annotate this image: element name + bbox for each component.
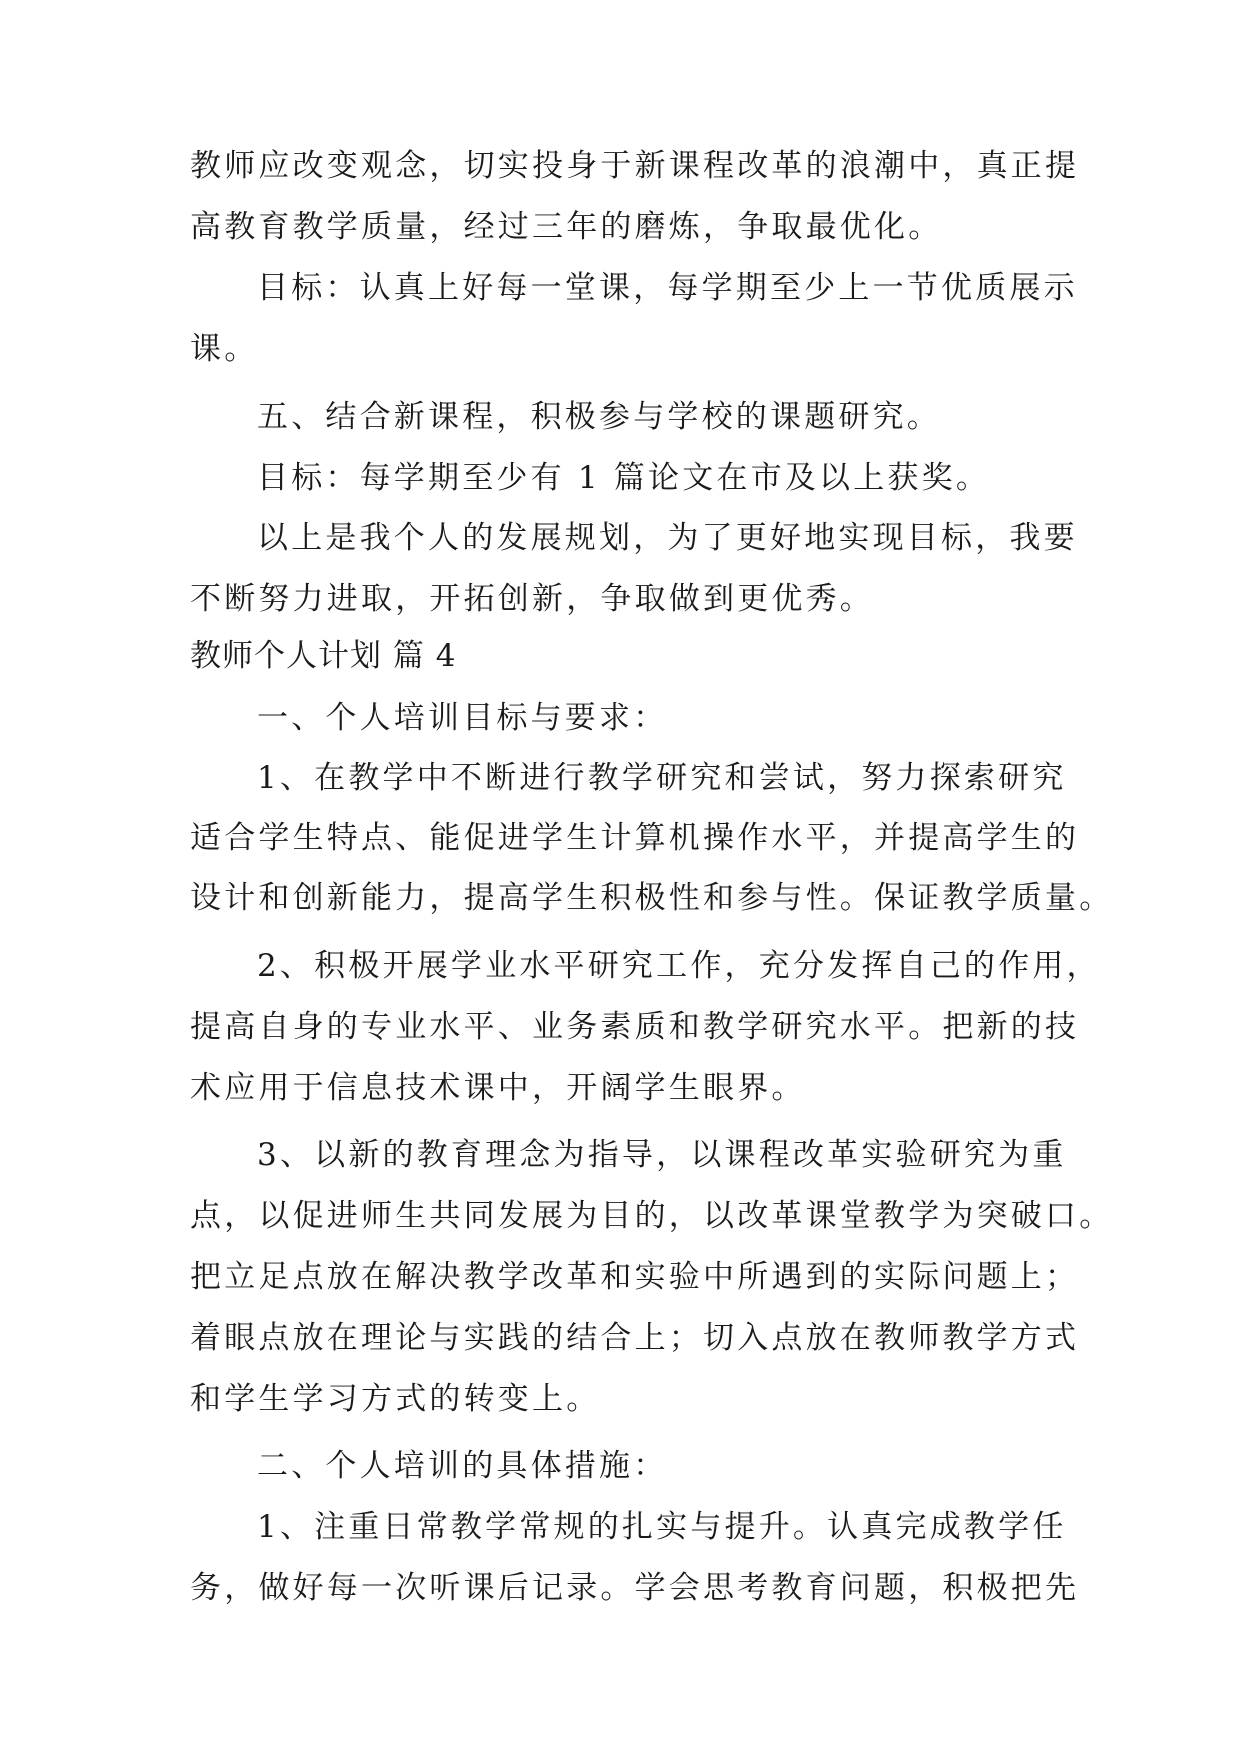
body-text-line: 把立足点放在解决教学改革和实验中所遇到的实际问题上；: [190, 1259, 1080, 1295]
body-text-line: 和学生学习方式的转变上。: [190, 1381, 601, 1417]
body-text-line: 着眼点放在理论与实践的结合上；切入点放在教师教学方式: [190, 1320, 1080, 1356]
body-text-line: 设计和创新能力，提高学生积极性和参与性。保证教学质量。: [190, 880, 1114, 916]
paragraph-first-line: 目标：认真上好每一堂课，每学期至少上一节优质展示: [257, 270, 1078, 306]
body-text-line: 适合学生特点、能促进学生计算机操作水平，并提高学生的: [190, 820, 1080, 856]
body-text-line: 点，以促进师生共同发展为目的，以改革课堂教学为突破口。: [190, 1198, 1114, 1234]
paragraph-first-line: 3、以新的教育理念为指导，以课程改革实验研究为重: [257, 1137, 1067, 1173]
body-text-line: 务，做好每一次听课后记录。学会思考教育问题，积极把先: [190, 1570, 1080, 1606]
paragraph-first-line: 1、注重日常教学常规的扎实与提升。认真完成教学任: [257, 1509, 1067, 1545]
section-heading-two: 二、个人培训的具体措施：: [257, 1448, 668, 1484]
paragraph-first-line: 以上是我个人的发展规划，为了更好地实现目标，我要: [257, 520, 1078, 556]
body-text-line: 课。: [190, 331, 259, 367]
section-heading-one: 一、个人培训目标与要求：: [257, 700, 668, 736]
section-heading-five: 五、结合新课程，积极参与学校的课题研究。: [257, 399, 941, 435]
body-text-line: 提高自身的专业水平、业务素质和教学研究水平。把新的技: [190, 1009, 1080, 1045]
body-text-line: 术应用于信息技术课中，开阔学生眼界。: [190, 1070, 806, 1106]
article-heading: 教师个人计划 篇 4: [190, 638, 457, 674]
paragraph-first-line: 目标：每学期至少有 1 篇论文在市及以上获奖。: [257, 460, 991, 496]
body-text-line: 不断努力进取，开拓创新，争取做到更优秀。: [190, 581, 874, 617]
paragraph-first-line: 1、在教学中不断进行教学研究和尝试，努力探索研究: [257, 760, 1067, 796]
body-text-line: 高教育教学质量，经过三年的磨炼，争取最优化。: [190, 209, 943, 245]
paragraph-first-line: 2、积极开展学业水平研究工作，充分发挥自己的作用，: [257, 948, 1101, 984]
body-text-line: 教师应改变观念，切实投身于新课程改革的浪潮中，真正提: [190, 148, 1080, 184]
